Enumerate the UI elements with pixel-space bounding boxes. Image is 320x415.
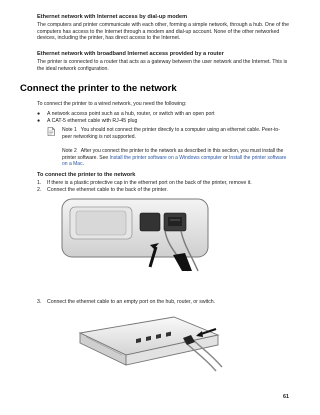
note-label: Note 1 [62, 127, 77, 133]
install-mac-link[interactable]: Install the printer software on a Mac [62, 154, 287, 168]
requirements-list [37, 111, 287, 125]
list-item: 1. If there is a plastic protective cap in the ethernet port on the back of the printer, remove it. [37, 180, 252, 186]
dialup-paragraph: The computers and printer communicate with each other, forming a simple network, through a hub. One of the computers has access to the Internet through a modem and dial-up account. None of the other networked devices, including the printer, has direct access to the Internet. [37, 22, 290, 42]
page-number: 61 [283, 394, 289, 400]
list-item: 2. Connect the ethernet cable to the back of the printer. [37, 186, 168, 193]
connect-intro: To connect the printer to a wired network, you need the following: [37, 101, 187, 107]
broadband-heading: Ethernet network with broadband Internet access provided by a router [37, 51, 224, 57]
list-item: ● A network access point such as a hub, router, or switch with an open port [37, 111, 215, 117]
bullet-icon: ● [37, 117, 41, 124]
manual-page: Ethernet network with Internet access by dial-up modem The computers and printer communicate with each other, forming a simple network, through a hub. One of the computers has access to the Internet through a modem and dial-up account. None of the other networked devices, including the printer, has direct access to the Internet. Ethernet network with broadband Internet access provided by a router The printer is connected to a router that acts as a gateway between the user network and the Internet. This is the ideal network configuration. Connect the printer to the network To connect the printer to a wired network, you need the following: ● A network access point such as a hub, router, or switch with an open port ● A CAT-5 ethernet cable with RJ-45 plug Note 1 You should not connect the printer directly to a computer using an ethernet cable. Peer-to-peer networking is not supported. Note 2 After you connect the printer to the network as described in this section, you must install the printer software. See Install the printer software on a Windows computer or Install the printer software on a Mac. To connect the printer to the network 1. If there is a plastic protective cap in the ethernet port on the back of the printer, remove it. 2. Connect the ethernet cable to the back of the printer. 3. Connect the ethernet cable to an empty port on the hub, router, or switch. 61 [20, 14, 290, 400]
bullet-icon: ● [37, 111, 41, 117]
connect-section-title: Connect the printer to the network [20, 83, 177, 94]
dialup-heading: Ethernet network with Internet access by dial-up modem [37, 14, 188, 20]
printer-back-ethernet-illustration [60, 195, 210, 285]
broadband-paragraph: The printer is connected to a router that acts as a gateway between the user network and the Internet. This is the ideal network configuration. [37, 59, 288, 72]
hub-router-illustration [66, 311, 226, 379]
install-windows-link[interactable]: Install the printer software on a Windows computer [109, 154, 222, 161]
procedure-heading: To connect the printer to the network [37, 172, 136, 178]
note-icon [47, 127, 55, 136]
note-1: Note 1 You should not connect the printer directly to a computer using an ethernet cable. Peer-to-peer networking is not supported. [62, 127, 280, 140]
note-label: Note 2 [62, 148, 77, 154]
procedure-steps [37, 180, 289, 194]
list-item: ● A CAT-5 ethernet cable with RJ-45 plug [37, 117, 138, 124]
note-2: Note 2 After you connect the printer to the network as described in this section, you must install the printer software. See Install the printer software on a Windows computer or Install the printer software on a Mac. [62, 148, 287, 168]
